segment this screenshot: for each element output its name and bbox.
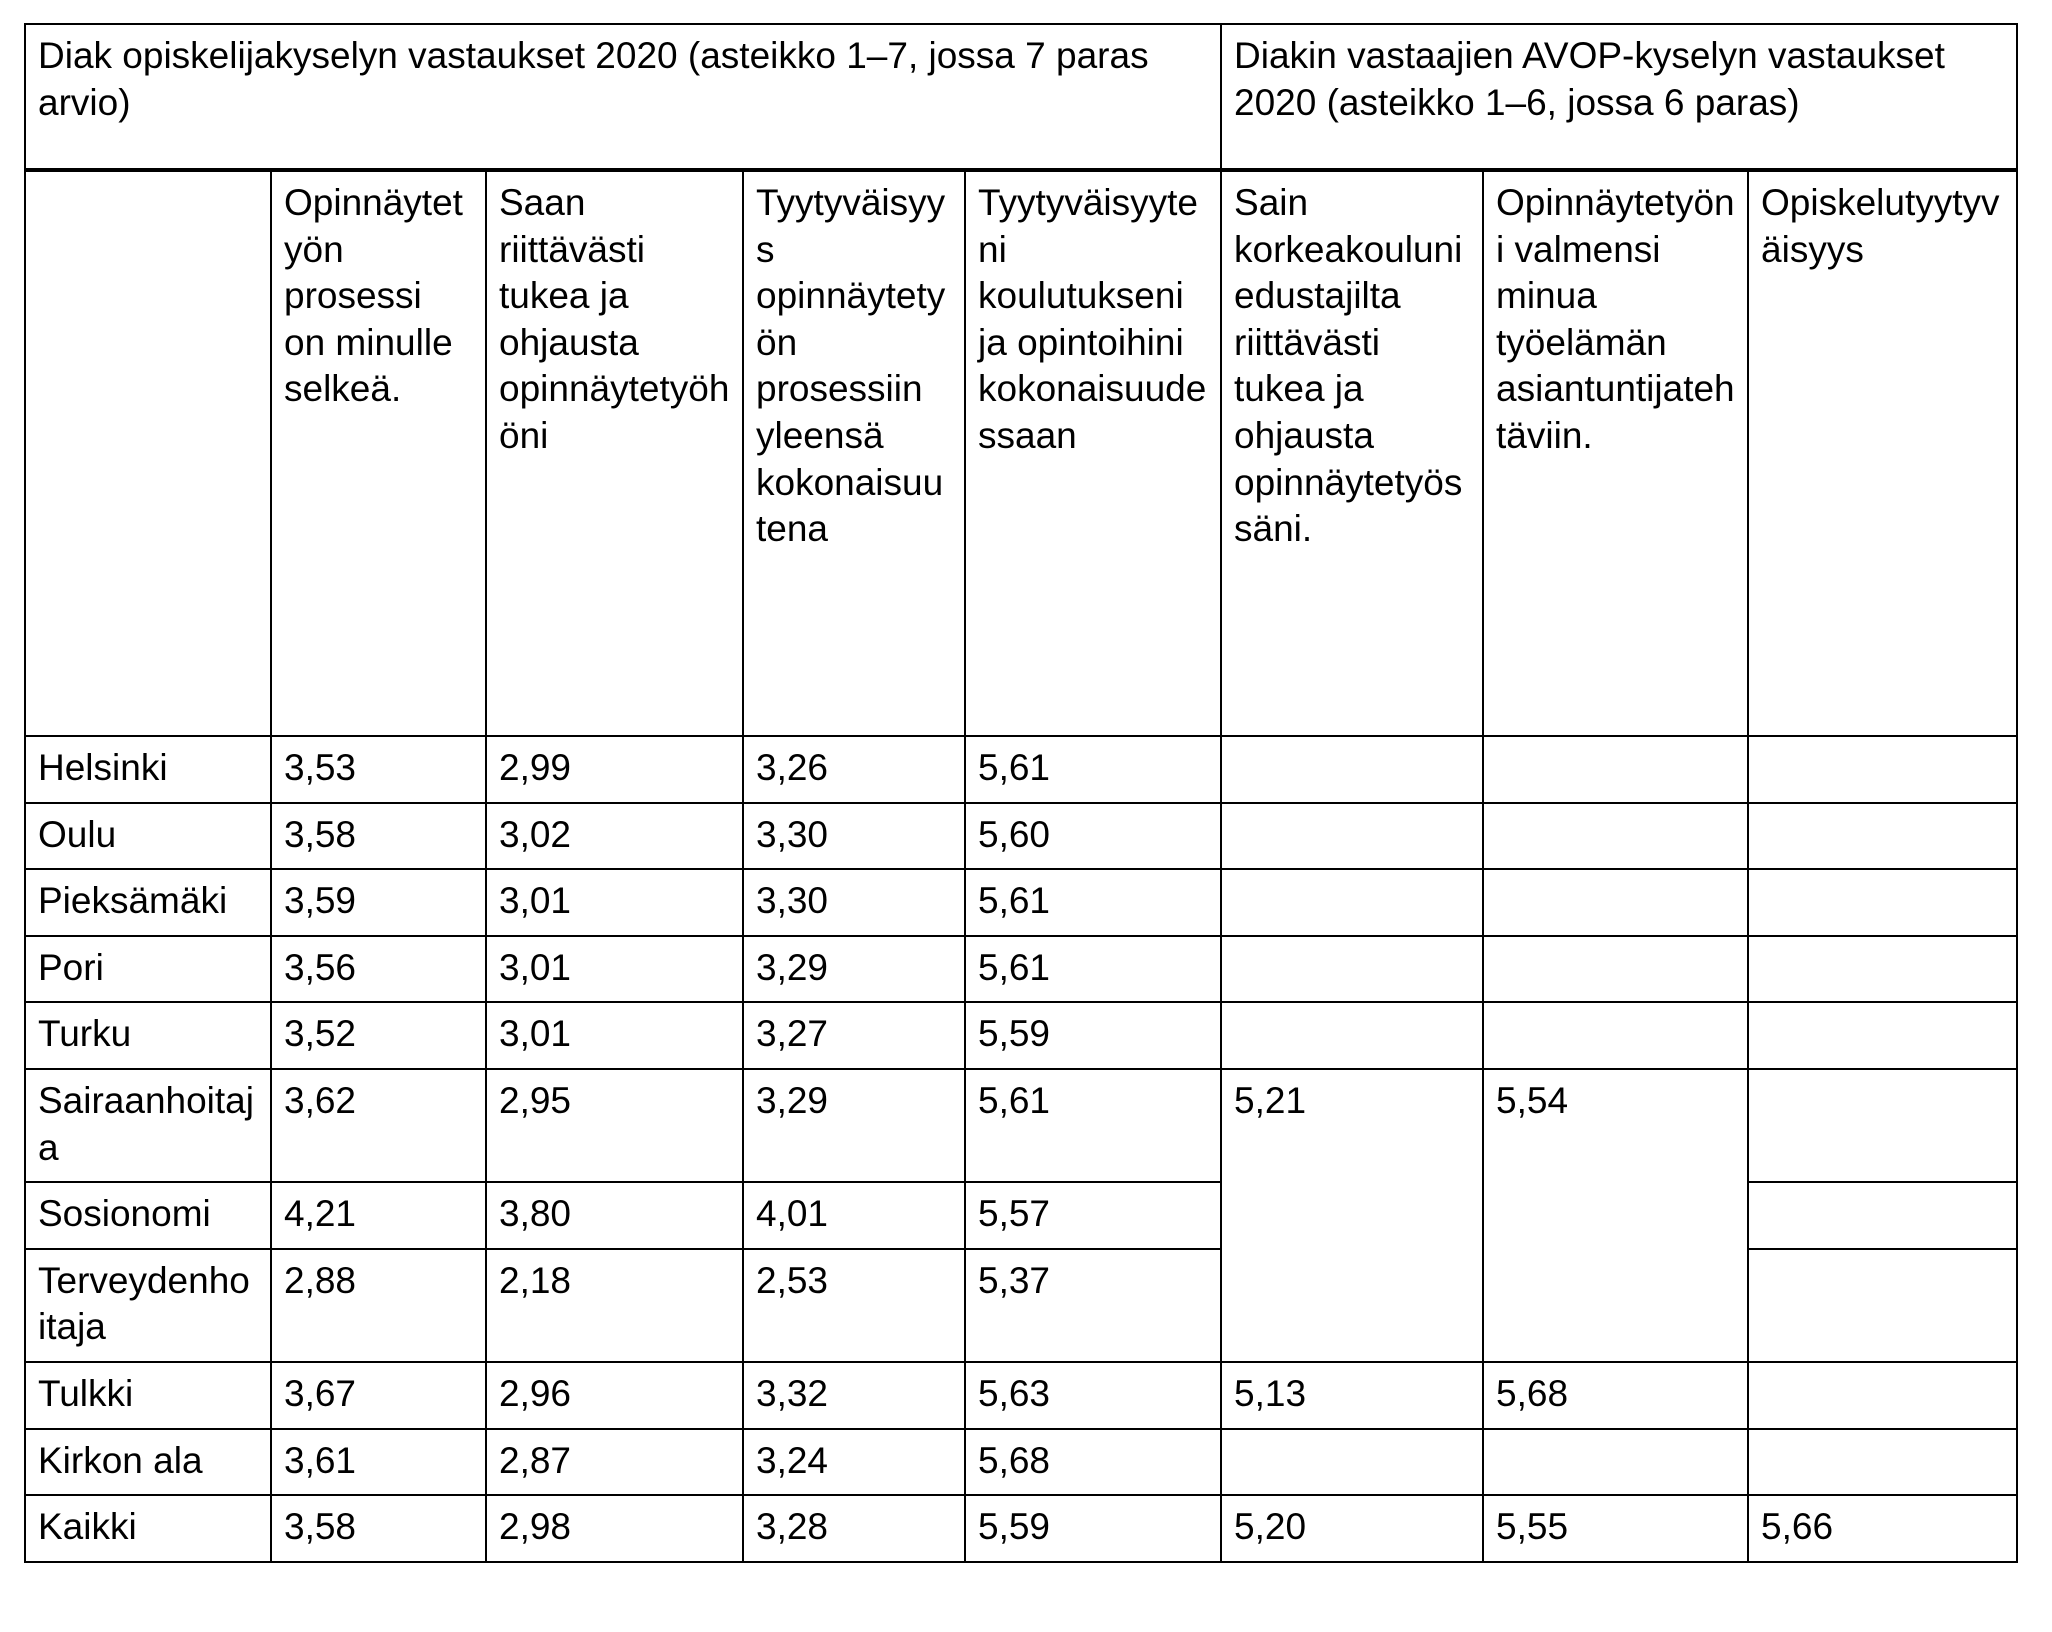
cell-value: 2,98 <box>486 1495 743 1562</box>
column-header-tyytyvaisyyteni-koulutukseen: Tyytyväisyyteni koulutukseni ja opintoihini kokonaisuudessaan <box>965 170 1221 736</box>
cell-value-avop-merged-valmensi: 5,54 <box>1483 1069 1748 1362</box>
cell-value: 5,61 <box>965 869 1221 936</box>
row-label: Sosionomi <box>25 1182 271 1249</box>
table-row <box>25 869 2017 936</box>
cell-value-avop <box>1748 1249 2017 1362</box>
table-row <box>25 936 2017 1003</box>
cell-value: 3,52 <box>271 1002 486 1069</box>
cell-value: 3,62 <box>271 1069 486 1182</box>
cell-value-avop <box>1483 869 1748 936</box>
cell-value-avop <box>1221 1429 1483 1496</box>
cell-value: 3,29 <box>743 1069 965 1182</box>
row-label: Helsinki <box>25 736 271 803</box>
table-head <box>25 24 2017 736</box>
cell-value-avop <box>1483 736 1748 803</box>
cell-value: 2,88 <box>271 1249 486 1362</box>
cell-value-avop: 5,66 <box>1748 1495 2017 1562</box>
cell-value: 4,01 <box>743 1182 965 1249</box>
cell-value-avop <box>1748 736 2017 803</box>
row-label: Terveydenhoitaja <box>25 1249 271 1362</box>
cell-value: 3,02 <box>486 803 743 870</box>
column-header-row <box>25 170 2017 736</box>
cell-value: 4,21 <box>271 1182 486 1249</box>
cell-value: 3,58 <box>271 1495 486 1562</box>
cell-value: 5,61 <box>965 736 1221 803</box>
group-header-diak-survey: Diak opiskelijakyselyn vastaukset 2020 (asteikko 1–7, jossa 7 paras arvio) <box>25 24 1221 170</box>
table-row <box>25 1362 2017 1429</box>
table-row <box>25 1069 2017 1182</box>
column-header-saan-riittavasti-tukea: Saan riittävästi tukea ja ohjausta opinnäytetyöhöni <box>486 170 743 736</box>
cell-value: 3,01 <box>486 936 743 1003</box>
cell-value: 5,37 <box>965 1249 1221 1362</box>
cell-value: 2,99 <box>486 736 743 803</box>
cell-value: 5,60 <box>965 803 1221 870</box>
cell-value: 3,61 <box>271 1429 486 1496</box>
group-header-avop-survey: Diakin vastaajien AVOP-kyselyn vastaukset 2020 (asteikko 1–6, jossa 6 paras) <box>1221 24 2017 170</box>
cell-value-avop <box>1221 803 1483 870</box>
cell-value: 3,30 <box>743 869 965 936</box>
cell-value-avop: 5,68 <box>1483 1362 1748 1429</box>
table-row <box>25 1495 2017 1562</box>
cell-value-avop <box>1483 1429 1748 1496</box>
row-label: Kirkon ala <box>25 1429 271 1496</box>
cell-value: 2,96 <box>486 1362 743 1429</box>
cell-value: 5,59 <box>965 1002 1221 1069</box>
cell-value: 5,68 <box>965 1429 1221 1496</box>
table-row <box>25 1002 2017 1069</box>
cell-value: 2,87 <box>486 1429 743 1496</box>
column-header-tyytyvaisyys-prosessiin: Tyytyväisyys opinnäytetyön prosessiin yleensä kokonaisuutena <box>743 170 965 736</box>
cell-value: 3,67 <box>271 1362 486 1429</box>
table-row <box>25 1429 2017 1496</box>
cell-value-avop <box>1748 1429 2017 1496</box>
row-label: Kaikki <box>25 1495 271 1562</box>
cell-value-avop: 5,13 <box>1221 1362 1483 1429</box>
cell-value: 3,32 <box>743 1362 965 1429</box>
column-header-row-label <box>25 170 271 736</box>
cell-value-avop-merged-sain-tukea: 5,21 <box>1221 1069 1483 1362</box>
cell-value-avop <box>1748 1002 2017 1069</box>
cell-value: 2,53 <box>743 1249 965 1362</box>
column-header-opiskelutyytyvaisyys: Opiskelutyytyväisyys <box>1748 170 2017 736</box>
column-header-sain-korkeakouluni-tukea: Sain korkeakouluni edustajilta riittävästi tukea ja ohjausta opinnäytetyössäni. <box>1221 170 1483 736</box>
table-row <box>25 736 2017 803</box>
cell-value-avop <box>1483 803 1748 870</box>
cell-value: 3,58 <box>271 803 486 870</box>
cell-value-avop <box>1221 936 1483 1003</box>
cell-value-avop: 5,20 <box>1221 1495 1483 1562</box>
cell-value: 2,95 <box>486 1069 743 1182</box>
cell-value-avop <box>1748 803 2017 870</box>
cell-value-avop <box>1221 736 1483 803</box>
cell-value: 3,29 <box>743 936 965 1003</box>
group-header-row <box>25 24 2017 170</box>
row-label: Pieksämäki <box>25 869 271 936</box>
cell-value: 2,18 <box>486 1249 743 1362</box>
row-label: Oulu <box>25 803 271 870</box>
cell-value-avop <box>1221 869 1483 936</box>
cell-value-avop <box>1748 1362 2017 1429</box>
row-label: Pori <box>25 936 271 1003</box>
cell-value: 5,63 <box>965 1362 1221 1429</box>
cell-value-avop <box>1748 869 2017 936</box>
cell-value: 3,01 <box>486 1002 743 1069</box>
table-body <box>25 736 2017 1562</box>
cell-value: 3,27 <box>743 1002 965 1069</box>
cell-value: 5,59 <box>965 1495 1221 1562</box>
cell-value: 5,61 <box>965 1069 1221 1182</box>
cell-value: 5,61 <box>965 936 1221 1003</box>
cell-value: 3,24 <box>743 1429 965 1496</box>
cell-value: 3,26 <box>743 736 965 803</box>
cell-value: 3,53 <box>271 736 486 803</box>
row-label: Turku <box>25 1002 271 1069</box>
cell-value-avop <box>1483 1002 1748 1069</box>
table-row <box>25 803 2017 870</box>
cell-value: 3,59 <box>271 869 486 936</box>
cell-value-avop <box>1748 936 2017 1003</box>
row-label: Tulkki <box>25 1362 271 1429</box>
cell-value: 3,28 <box>743 1495 965 1562</box>
cell-value: 3,56 <box>271 936 486 1003</box>
column-header-opinnaytetyoni-valmensi: Opinnäytetyöni valmensi minua työelämän asiantuntijatehtäviin. <box>1483 170 1748 736</box>
cell-value-avop <box>1483 936 1748 1003</box>
cell-value-avop: 5,55 <box>1483 1495 1748 1562</box>
column-header-opinnaytetyon-prosessi: Opinnäytetyön prosessi on minulle selkeä. <box>271 170 486 736</box>
cell-value-avop <box>1748 1182 2017 1249</box>
cell-value: 5,57 <box>965 1182 1221 1249</box>
cell-value: 3,30 <box>743 803 965 870</box>
survey-results-table <box>24 23 2018 1563</box>
cell-value: 3,80 <box>486 1182 743 1249</box>
row-label: Sairaanhoitaja <box>25 1069 271 1182</box>
cell-value-avop <box>1221 1002 1483 1069</box>
cell-value-avop <box>1748 1069 2017 1182</box>
cell-value: 3,01 <box>486 869 743 936</box>
